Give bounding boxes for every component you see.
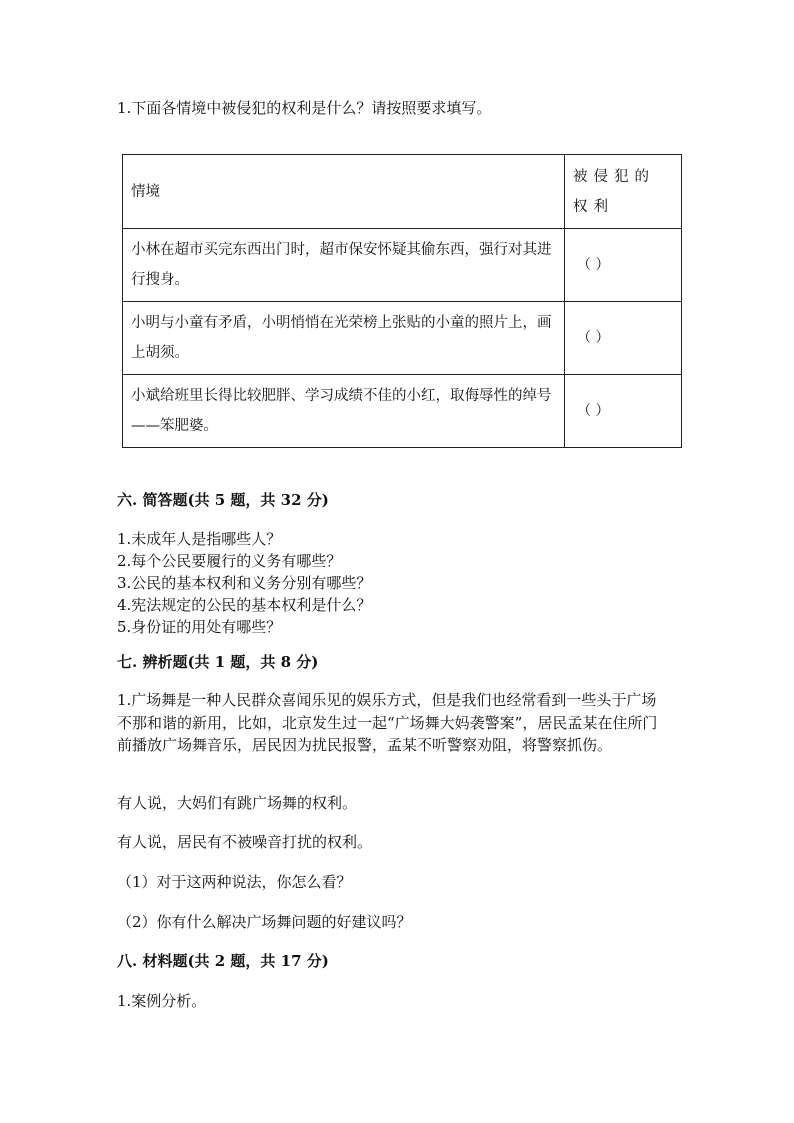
answer-blank: （ ） bbox=[577, 257, 610, 273]
section-6-question-list bbox=[117, 528, 677, 638]
table-header-row bbox=[123, 155, 682, 229]
table-cell-blank bbox=[565, 375, 682, 448]
table-header-right: 被侵犯的权利 bbox=[565, 155, 682, 229]
table-cell-scene: 小林在超市买完东西出门时，超市保安怀疑其偷东西，强行对其进行搜身。 bbox=[123, 229, 565, 302]
section-7-view-2: 有人说，居民有不被噪音打扰的权利。 bbox=[117, 833, 373, 851]
section-7-title: 七. 辨析题(共 1 题，共 8 分) bbox=[117, 653, 319, 671]
table-header-scene: 情境 bbox=[123, 155, 565, 229]
section-7-view-1: 有人说，大妈们有跳广场舞的权利。 bbox=[117, 794, 358, 812]
table-row bbox=[123, 229, 682, 302]
list-item: 2.每个公民要履行的义务有哪些？ bbox=[117, 552, 342, 570]
question-1-intro: 1.下面各情境中被侵犯的权利是什么？请按照要求填写。 bbox=[117, 99, 492, 117]
answer-blank: （ ） bbox=[577, 403, 610, 419]
list-item: 1.未成年人是指哪些人？ bbox=[117, 530, 282, 548]
section-7-subquestion-2: （2）你有什么解决广场舞问题的好建议吗？ bbox=[117, 913, 412, 931]
list-item: 5.身份证的用处有哪些？ bbox=[117, 618, 282, 636]
table-row bbox=[123, 302, 682, 375]
scenario-table bbox=[122, 154, 682, 448]
section-7-subquestion-1: （1）对于这两种说法，你怎么看？ bbox=[117, 873, 352, 891]
answer-blank: （ ） bbox=[577, 330, 610, 346]
table-cell-scene: 小斌给班里长得比较肥胖、学习成绩不佳的小红，取侮辱性的绰号——笨肥婆。 bbox=[123, 375, 565, 448]
section-7-passage: 1.广场舞是一种人民群众喜闻乐见的娱乐方式，但是我们也经常看到一些头于广场不那和谐的新用，比如，北京发生过一起“广场舞大妈袭警案”，居民孟某在住所门前播放广场舞音乐，居民因为扰民报警，孟某不听警察劝阻，将警察抓伤。 bbox=[117, 691, 658, 754]
list-item: 4.宪法规定的公民的基本权利是什么？ bbox=[117, 596, 372, 614]
table-row bbox=[123, 375, 682, 448]
section-6-title: 六. 简答题(共 5 题，共 32 分) bbox=[117, 491, 329, 509]
list-item: 3.公民的基本权利和义务分别有哪些？ bbox=[117, 574, 372, 592]
table-cell-scene: 小明与小童有矛盾，小明悄悄在光荣榜上张贴的小童的照片上，画上胡须。 bbox=[123, 302, 565, 375]
section-8-title: 八. 材料题(共 2 题，共 17 分) bbox=[117, 952, 329, 970]
section-8-question-1: 1.案例分析。 bbox=[117, 992, 207, 1010]
table-cell-blank bbox=[565, 302, 682, 375]
table-cell-blank bbox=[565, 229, 682, 302]
